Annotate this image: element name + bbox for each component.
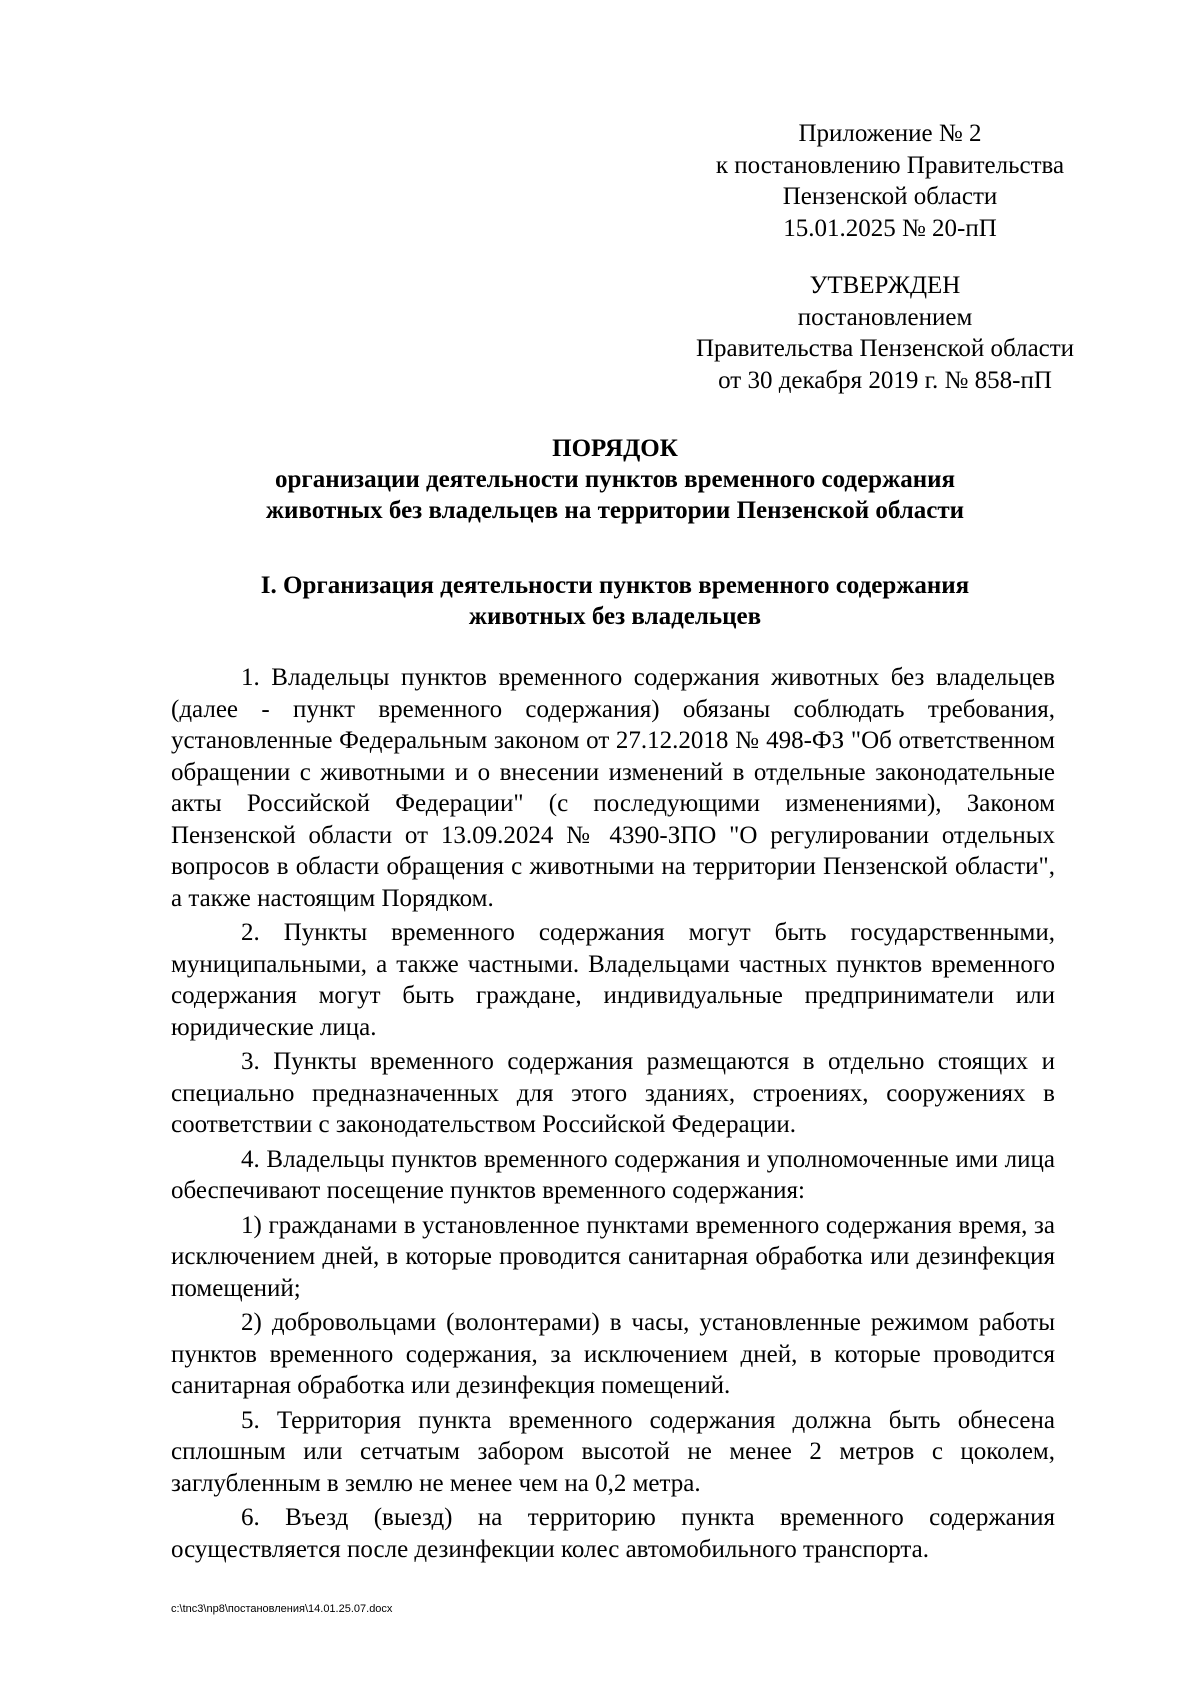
approved-line-date: от 30 декабря 2019 г. № 858-пП (718, 366, 1052, 394)
section-heading (165, 570, 1065, 632)
section-heading-line-2: животных без владельцев (468, 603, 762, 630)
paragraph-1: 1. Владельцы пунктов временного содержания животных без владельцев (далее - пункт временного содержания) обязаны соблюдать требования, установленные Федеральным законом от 27.12.2018 № 498-ФЗ "Об ответственном обращении с животными и о внесении изменений в отдельные законодательные акты Российской Федерации" (с последующими изменениями), Законом Пензенской области от 13.09.2024 № 4390-ЗПО "О регулировании отдельных вопросов в области обращения с животными на территории Пензенской области", а также настоящим Порядком. (171, 664, 1055, 912)
document-title (165, 433, 1065, 526)
paragraph-3: 3. Пункты временного содержания размещаются в отдельно стоящих и специально предназначенных для этого зданиях, строениях, сооружениях в соответствии с законодательством Российской Федерации. (171, 1048, 1055, 1138)
footer-file-path: c:\tnc3\np8\постановления\14.01.25.07.docx (171, 1603, 393, 1615)
paragraph-6: 6. Въезд (выезд) на территорию пункта временного содержания осуществляется после дезинфекции колес автомобильного транспорта. (171, 1504, 1055, 1563)
document-body (171, 662, 1055, 1565)
paragraph-4-item-1: 1) гражданами в установленное пунктами временного содержания время, за исключением дней, в которые проводится санитарная обработка или дезинфекция помещений; (171, 1211, 1055, 1302)
section-heading-line-1: I. Организация деятельности пунктов временного содержания (260, 572, 970, 599)
appendix-line-region: Пензенской области (782, 183, 998, 210)
paragraph-2: 2. Пункты временного содержания могут быть государственными, муниципальными, а также частными. Владельцами частных пунктов временного содержания могут быть граждане, индивидуальные предприниматели или юридические лица. (171, 919, 1055, 1041)
title-subtitle-line-1: организации деятельности пунктов временного содержания (274, 466, 956, 493)
paragraph-5: 5. Территория пункта временного содержания должна быть обнесена сплошным или сетчатым забором высотой не менее 2 метров с цоколем, заглубленным в землю не менее чем на 0,2 метра. (171, 1406, 1055, 1497)
title-subtitle-line-2: животных без владельцев на территории Пензенской области (265, 497, 965, 524)
approved-line-status: УТВЕРЖДЕН (809, 272, 961, 299)
approved-line-by: постановлением (797, 303, 973, 331)
appendix-line-date: 15.01.2025 № 20-пП (783, 214, 997, 242)
appendix-line-reference: к постановлению Правительства (715, 151, 1065, 179)
appendix-line-number: Приложение № 2 (798, 120, 982, 147)
paragraph-4: 4. Владельцы пунктов временного содержания и уполномоченные ими лица обеспечивают посещение пунктов временного содержания: (171, 1145, 1055, 1204)
title-heading: ПОРЯДОК (552, 435, 678, 462)
paragraph-4-item-2: 2) добровольцами (волонтерами) в часы, установленные режимом работы пунктов временного содержания, за исключением дней, в которые проводится санитарная обработка или дезинфекция помещений. (171, 1309, 1055, 1399)
approved-block (645, 270, 1125, 396)
appendix-block (660, 118, 1120, 244)
approved-line-government: Правительства Пензенской области (695, 335, 1075, 362)
